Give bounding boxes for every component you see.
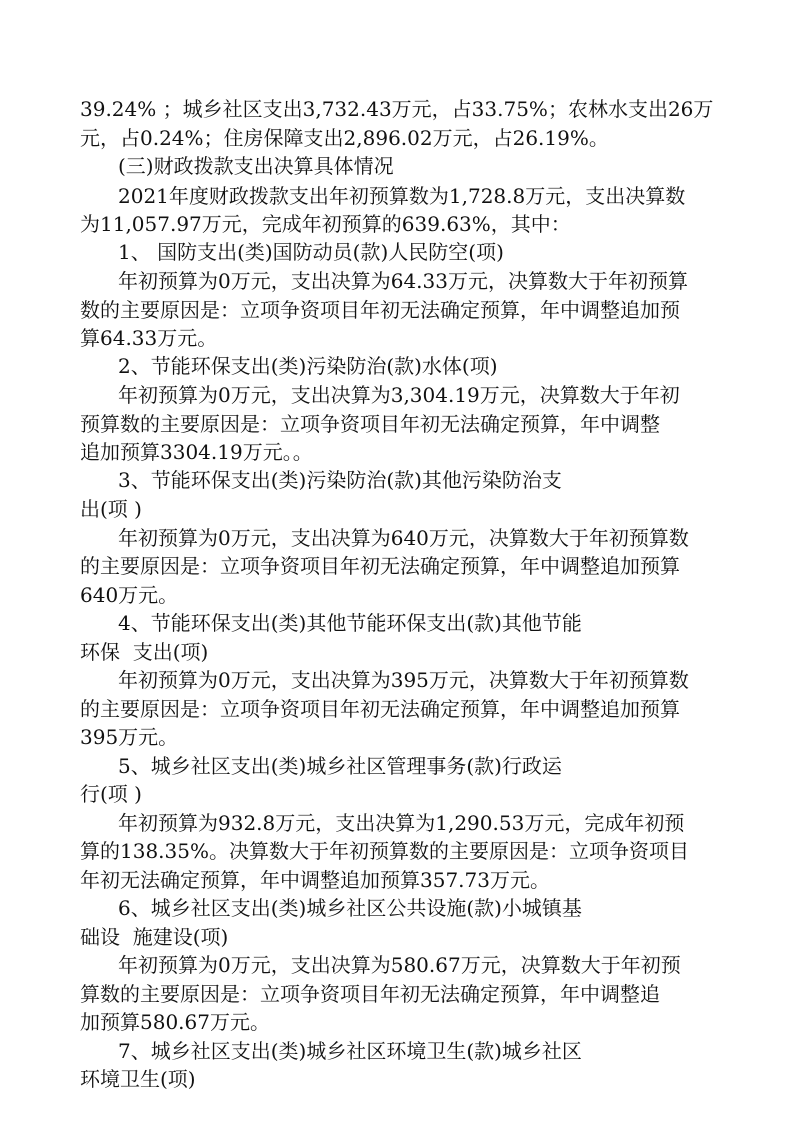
text-line: 640万元。 (80, 583, 179, 607)
item-heading-7: 7、城乡社区支出(类)城乡社区环境卫生(款)城乡社区 (118, 1039, 582, 1063)
item-heading-5: 5、城乡社区支出(类)城乡社区管理事务(款)行政运 (118, 754, 562, 778)
text-line: 年初预算为0万元，支出决算为580.67万元，决算数大于年初预 (118, 953, 681, 977)
item-heading-5-cont: 行(项 ) (80, 782, 142, 806)
text-line: 的主要原因是：立项争资项目年初无法确定预算，年中调整追加预算 (80, 697, 680, 721)
text-line: 算数的主要原因是：立项争资项目年初无法确定预算，年中调整追 (80, 982, 660, 1006)
text-line: 39.24% ；城乡社区支出3,732.43万元，占33.75%；农林水支出26万 (80, 97, 714, 121)
text-line: 2021年度财政拨款支出年初预算数为1,728.8万元，支出决算数 (118, 184, 686, 208)
text-line: 数的主要原因是：立项争资项目年初无法确定预算，年中调整追加预 (80, 298, 680, 322)
text-line: 年初预算为0万元，支出决算为395万元，决算数大于年初预算数 (118, 668, 689, 692)
text-line: 年初预算为0万元，支出决算为3,304.19万元，决算数大于年初 (118, 383, 680, 407)
section-heading: (三)财政拨款支出决算具体情况 (118, 154, 394, 178)
text-line: 追加预算3304.19万元。。 (80, 440, 313, 464)
text-line: 预算数的主要原因是：立项争资项目年初无法确定预算，年中调整 (80, 412, 660, 436)
text-line: 算64.33万元。 (80, 326, 218, 350)
text-line: 年初无法确定预算，年中调整追加预算357.73万元。 (80, 868, 550, 892)
text-line: 年初预算为0万元，支出决算为640万元，决算数大于年初预算数 (118, 526, 689, 550)
text-line: 年初预算为932.8万元，支出决算为1,290.53万元，完成年初预 (118, 811, 685, 835)
text-line: 的主要原因是：立项争资项目年初无法确定预算，年中调整追加预算 (80, 554, 680, 578)
item-heading-6: 6、城乡社区支出(类)城乡社区公共设施(款)小城镇基 (118, 896, 582, 920)
text-line: 为11,057.97万元，完成年初预算的639.63%，其中： (80, 212, 571, 236)
item-heading-3-cont: 出(项 ) (80, 497, 142, 521)
item-heading-3: 3、节能环保支出(类)污染防治(款)其他污染防治支 (118, 468, 562, 492)
item-heading-4-cont: 环保 支出(项) (80, 640, 209, 664)
item-heading-2: 2、节能环保支出(类)污染防治(款)水体(项) (118, 354, 498, 378)
text-line: 395万元。 (80, 725, 179, 749)
item-heading-6-cont: 础设 施建设(项) (80, 925, 229, 949)
item-heading-4: 4、节能环保支出(类)其他节能环保支出(款)其他节能 (118, 611, 582, 635)
item-heading-7-cont: 环境卫生(项) (80, 1067, 196, 1091)
item-heading-1: 1、 国防支出(类)国防动员(款)人民防空(项) (118, 240, 504, 264)
text-line: 年初预算为0万元，支出决算为64.33万元，决算数大于年初预算 (118, 269, 688, 293)
text-line: 元，占0.24%；住房保障支出2,896.02万元，占26.19%。 (80, 126, 609, 150)
text-line: 算的138.35%。决算数大于年初预算数的主要原因是：立项争资项目 (80, 839, 689, 863)
text-line: 加预算580.67万元。 (80, 1010, 270, 1034)
